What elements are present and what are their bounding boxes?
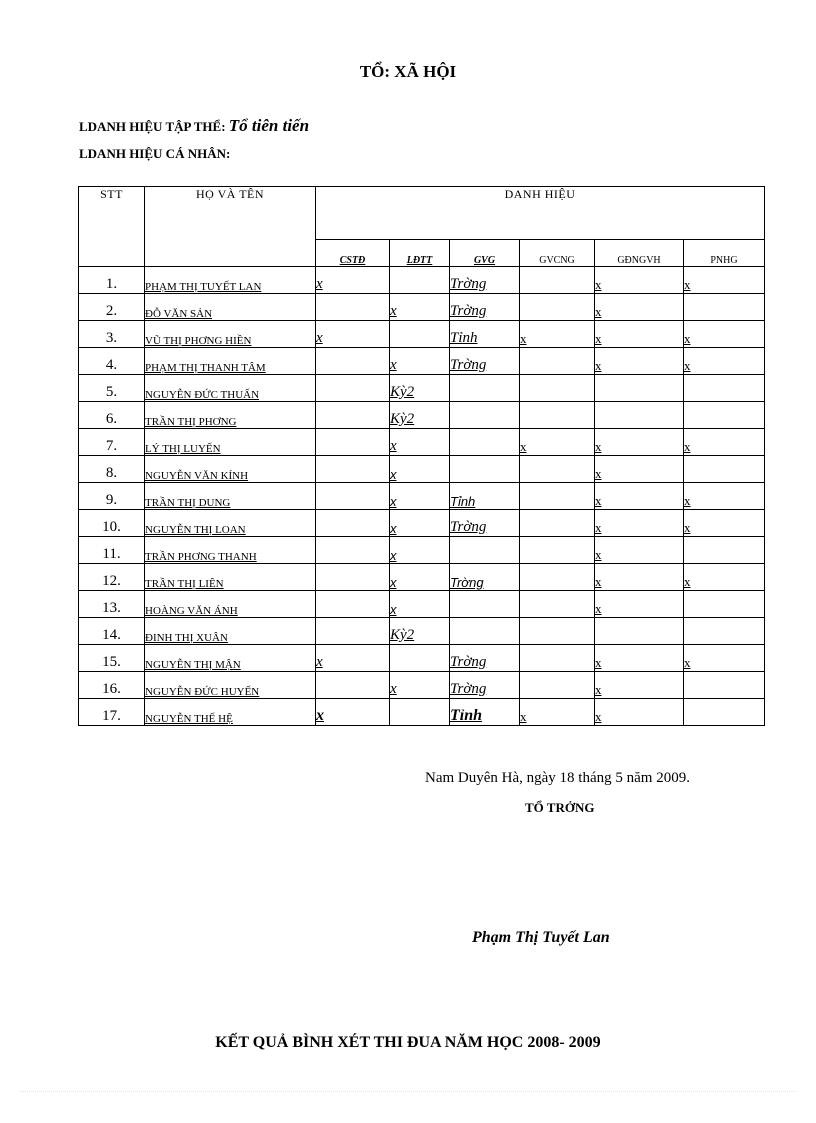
cell-gvcng [520, 591, 595, 618]
cell-pnhg: x [684, 429, 765, 456]
table-row [79, 402, 765, 429]
cell-pnhg: x [684, 267, 765, 294]
cell-cstd: x [316, 699, 390, 726]
cell-cstd [316, 537, 390, 564]
table-row [79, 429, 765, 456]
cell-gvg [450, 618, 520, 645]
place-date: Nam Duyên Hà, ngày 18 tháng 5 năm 2009. [425, 770, 690, 786]
cell-pnhg [684, 672, 765, 699]
awards-table-body [79, 267, 765, 726]
cell-pnhg [684, 591, 765, 618]
row-name: NGUYỄN THẾ HỆ [145, 699, 316, 726]
cell-gvcng [520, 564, 595, 591]
row-name: HOÀNG VĂN ÁNH [145, 591, 316, 618]
cell-gvg [450, 537, 520, 564]
cell-cstd [316, 429, 390, 456]
collective-title-line [79, 116, 309, 136]
row-stt: 13. [79, 591, 145, 618]
cell-ldtt: x [390, 348, 450, 375]
cell-ldtt: x [390, 564, 450, 591]
row-stt: 5. [79, 375, 145, 402]
row-name: LÝ THỊ LUYẾN [145, 429, 316, 456]
cell-gvcng [520, 456, 595, 483]
cell-cstd [316, 564, 390, 591]
row-stt: 15. [79, 645, 145, 672]
table-row [79, 510, 765, 537]
footer-title: KẾT QUẢ BÌNH XÉT THI ĐUA NĂM HỌC 2008- 2009 [215, 1034, 601, 1051]
cell-gdngvh [595, 375, 684, 402]
table-row [79, 456, 765, 483]
table-row [79, 672, 765, 699]
cell-ldtt: x [390, 672, 450, 699]
cell-gvg: Tỉnh [450, 699, 520, 726]
cell-gvg [450, 591, 520, 618]
cell-gdngvh: x [595, 456, 684, 483]
subheader-pnhg: PNHG [684, 240, 765, 267]
cell-gdngvh [595, 402, 684, 429]
subheader-cstd: CSTĐ [316, 240, 390, 267]
cell-ldtt: x [390, 537, 450, 564]
cell-cstd [316, 618, 390, 645]
row-stt: 12. [79, 564, 145, 591]
cell-gvg: Trờng [450, 672, 520, 699]
subheader-gvg: GVG [450, 240, 520, 267]
row-stt: 2. [79, 294, 145, 321]
cell-pnhg [684, 294, 765, 321]
subheader-ldtt: LĐTT [390, 240, 450, 267]
cell-pnhg [684, 402, 765, 429]
table-row [79, 375, 765, 402]
awards-table [78, 186, 765, 726]
row-stt: 11. [79, 537, 145, 564]
cell-ldtt: x [390, 591, 450, 618]
row-stt: 14. [79, 618, 145, 645]
row-stt: 17. [79, 699, 145, 726]
cell-ldtt: x [390, 456, 450, 483]
cell-gdngvh: x [595, 537, 684, 564]
cell-cstd [316, 294, 390, 321]
cell-ldtt: Kỳ2 [390, 375, 450, 402]
cell-gdngvh: x [595, 591, 684, 618]
cell-gvcng: x [520, 321, 595, 348]
cell-pnhg [684, 456, 765, 483]
cell-pnhg [684, 375, 765, 402]
subheader-gdngvh: GĐNGVH [595, 240, 684, 267]
cell-gdngvh [595, 618, 684, 645]
cell-ldtt [390, 699, 450, 726]
table-row [79, 321, 765, 348]
cell-cstd: x [316, 645, 390, 672]
dotted-divider [20, 1091, 796, 1092]
cell-gvcng [520, 618, 595, 645]
cell-ldtt: Kỳ2 [390, 402, 450, 429]
row-stt: 8. [79, 456, 145, 483]
row-stt: 4. [79, 348, 145, 375]
row-name: TRẦN PHƠNG THANH [145, 537, 316, 564]
cell-gvg: Tỉnh [450, 483, 520, 510]
row-name: TRẦN THỊ LIÊN [145, 564, 316, 591]
cell-gvg: Trờng [450, 510, 520, 537]
row-stt: 10. [79, 510, 145, 537]
header-danh-hieu: DANH HIỆU [316, 187, 765, 240]
cell-pnhg [684, 618, 765, 645]
table-row [79, 645, 765, 672]
cell-gdngvh: x [595, 348, 684, 375]
cell-cstd [316, 591, 390, 618]
cell-gdngvh: x [595, 429, 684, 456]
collective-label: LDANH HIỆU TẬP THỂ: [79, 119, 226, 134]
cell-pnhg: x [684, 645, 765, 672]
cell-pnhg [684, 699, 765, 726]
row-name: NGUYỄN THỊ MẬN [145, 645, 316, 672]
cell-cstd [316, 402, 390, 429]
cell-cstd [316, 456, 390, 483]
row-name: NGUYỄN ĐỨC THUẤN [145, 375, 316, 402]
cell-gvcng [520, 483, 595, 510]
cell-pnhg: x [684, 483, 765, 510]
table-row [79, 699, 765, 726]
subheader-gvcng: GVCNG [520, 240, 595, 267]
table-row [79, 618, 765, 645]
table-row [79, 564, 765, 591]
cell-ldtt [390, 267, 450, 294]
cell-gvcng [520, 510, 595, 537]
row-name: NGUYỄN VĂN KÍNH [145, 456, 316, 483]
row-stt: 9. [79, 483, 145, 510]
cell-gvg [450, 456, 520, 483]
cell-gvcng: x [520, 699, 595, 726]
cell-ldtt: x [390, 429, 450, 456]
row-name: PHẠM THỊ TUYẾT LAN [145, 267, 316, 294]
cell-gvcng [520, 375, 595, 402]
cell-gvcng [520, 294, 595, 321]
cell-gdngvh: x [595, 267, 684, 294]
cell-gvg: Trờng [450, 348, 520, 375]
cell-ldtt [390, 645, 450, 672]
cell-gvcng [520, 348, 595, 375]
cell-gvg: Trờng [450, 564, 520, 591]
cell-gdngvh: x [595, 672, 684, 699]
cell-gvcng [520, 672, 595, 699]
table-row [79, 537, 765, 564]
cell-gdngvh: x [595, 321, 684, 348]
cell-gdngvh: x [595, 483, 684, 510]
row-stt: 6. [79, 402, 145, 429]
row-name: VŨ THỊ PHƠNG HIỀN [145, 321, 316, 348]
cell-cstd: x [316, 267, 390, 294]
cell-gdngvh: x [595, 294, 684, 321]
table-row [79, 267, 765, 294]
cell-gvcng [520, 402, 595, 429]
row-stt: 3. [79, 321, 145, 348]
cell-gvg: Tỉnh [450, 321, 520, 348]
table-row [79, 294, 765, 321]
cell-gdngvh: x [595, 699, 684, 726]
cell-ldtt: x [390, 483, 450, 510]
row-stt: 16. [79, 672, 145, 699]
row-name: PHẠM THỊ THANH TÂM [145, 348, 316, 375]
cell-gvg [450, 402, 520, 429]
cell-cstd [316, 483, 390, 510]
cell-gdngvh: x [595, 510, 684, 537]
row-stt: 1. [79, 267, 145, 294]
cell-pnhg: x [684, 348, 765, 375]
cell-gvcng: x [520, 429, 595, 456]
row-stt: 7. [79, 429, 145, 456]
header-stt: STT [79, 187, 145, 267]
table-row [79, 348, 765, 375]
cell-ldtt [390, 321, 450, 348]
cell-cstd [316, 672, 390, 699]
row-name: NGUYỄN ĐỨC HUYẾN [145, 672, 316, 699]
cell-gvcng [520, 267, 595, 294]
cell-gvg [450, 375, 520, 402]
individual-label: LDANH HIỆU CÁ NHÂN: [79, 146, 231, 161]
signer-name: Phạm Thị Tuyết Lan [472, 929, 610, 946]
cell-cstd [316, 375, 390, 402]
cell-gvg: Trờng [450, 294, 520, 321]
cell-pnhg: x [684, 510, 765, 537]
cell-gvg [450, 429, 520, 456]
cell-pnhg: x [684, 321, 765, 348]
cell-cstd [316, 510, 390, 537]
cell-ldtt: x [390, 510, 450, 537]
row-name: ĐỖ VĂN SẢN [145, 294, 316, 321]
row-name: ĐINH THỊ XUÂN [145, 618, 316, 645]
cell-pnhg [684, 537, 765, 564]
table-row [79, 483, 765, 510]
cell-gvg: Trờng [450, 645, 520, 672]
header-name: HỌ VÀ TÊN [145, 187, 316, 267]
cell-gvcng [520, 537, 595, 564]
signer-role: TỔ TRỞNG [525, 800, 595, 815]
cell-ldtt: Kỳ2 [390, 618, 450, 645]
cell-cstd: x [316, 321, 390, 348]
cell-gvcng [520, 645, 595, 672]
cell-gvg: Trờng [450, 267, 520, 294]
cell-pnhg: x [684, 564, 765, 591]
row-name: TRẦN THỊ DUNG [145, 483, 316, 510]
row-name: NGUYỄN THỊ LOAN [145, 510, 316, 537]
cell-gdngvh: x [595, 645, 684, 672]
row-name: TRẦN THỊ PHƠNG [145, 402, 316, 429]
table-row [79, 591, 765, 618]
collective-value: Tổ tiên tiến [228, 116, 310, 135]
cell-gdngvh: x [595, 564, 684, 591]
page-title: TỔ: XÃ HỘI [359, 62, 457, 81]
cell-ldtt: x [390, 294, 450, 321]
cell-cstd [316, 348, 390, 375]
